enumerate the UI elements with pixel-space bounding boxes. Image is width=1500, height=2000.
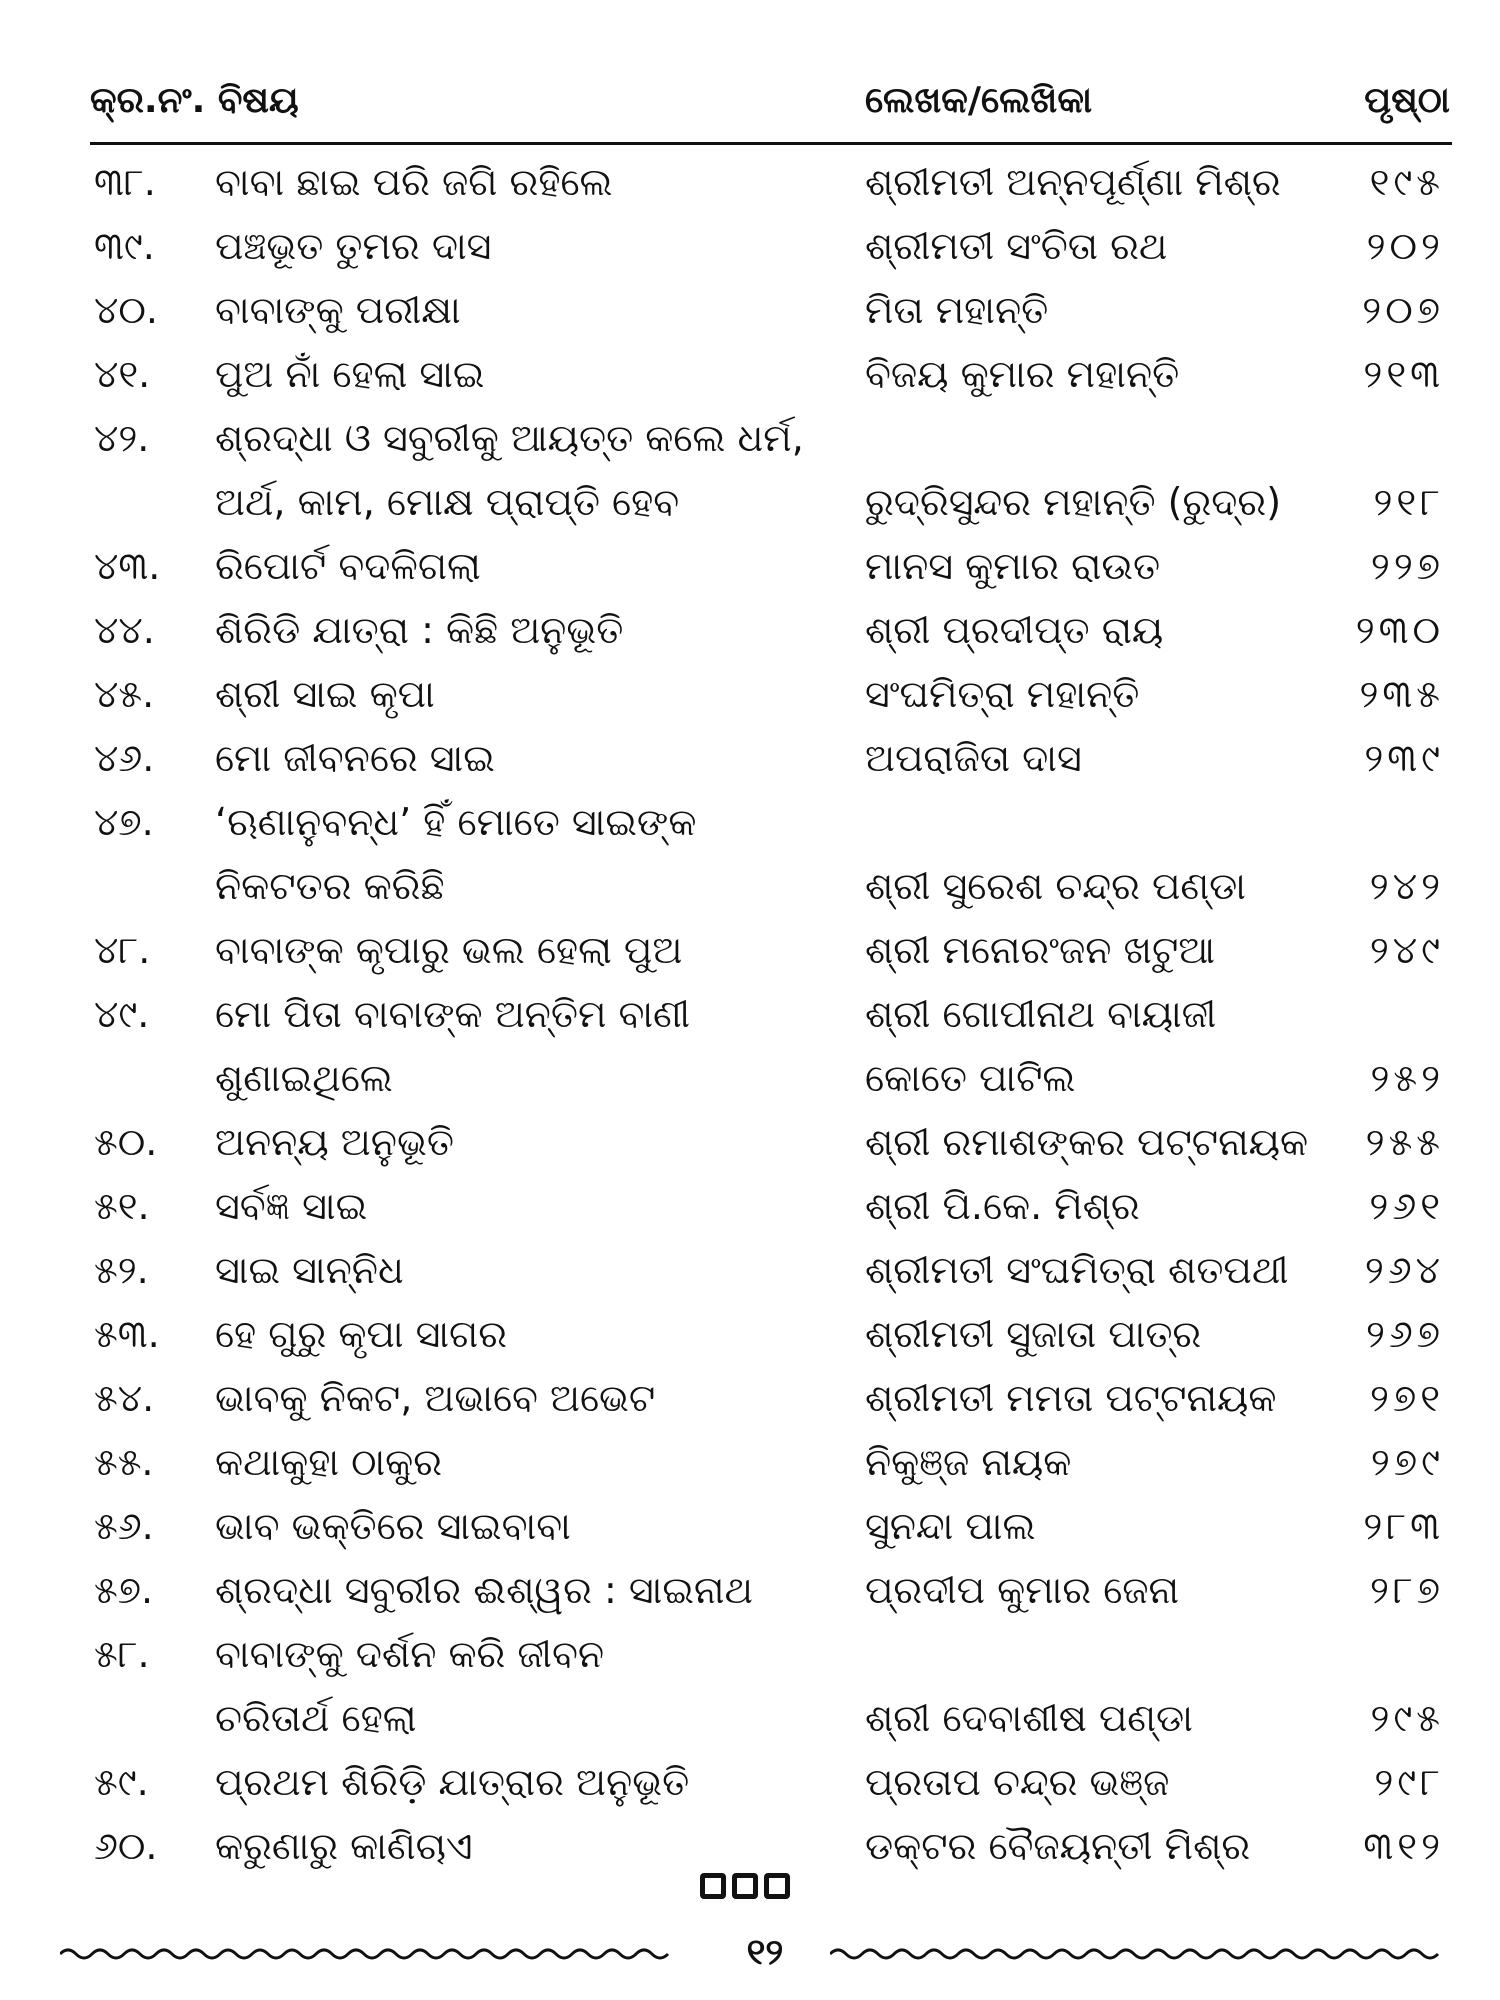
page-number-cell: ୨୦୨ [1366,224,1444,268]
author-name: ଶ୍ରୀମତୀ ସୁଜାତା ପାତ୍ର [865,1312,1202,1356]
article-title: ବାବାଙ୍କ କୃପାରୁ ଭଲ ହେଲା ପୁଅ [215,928,683,972]
author-name: ରୁଦ୍ରିସୁନ୍ଦର ମହାନ୍ତି (ରୁଦ୍ର) [865,480,1282,524]
contents-list [90,150,1450,1878]
table-row [90,918,1450,982]
footer-ornament-right [830,1942,1440,1966]
table-row [90,406,1450,470]
table-row [90,598,1450,662]
table-row [90,1430,1450,1494]
page-number-cell: ୨୬୭ [1365,1312,1444,1356]
header-page: ପୃଷ୍ଠା [1364,80,1450,121]
article-title: ବାବାଙ୍କୁ ଦର୍ଶନ କରି ଜୀବନ [215,1632,605,1676]
header-rule [90,142,1452,145]
author-name: ଶ୍ରୀ ପ୍ରଦୀପ୍ତ ରାୟ [865,608,1164,652]
table-row [90,982,1450,1046]
serial-number: ୩୮. [94,160,156,204]
author-name: ଶ୍ରୀମତୀ ମମତା ପଟ୍ଟନାୟକ [865,1376,1277,1420]
table-header [90,80,1450,140]
serial-number: ୪୪. [94,608,155,652]
article-title: ସାଇ ସାନ୍ନିଧ [215,1248,404,1292]
serial-number: ୪୫. [94,672,155,716]
page-number-cell: ୨୮୩ [1363,1504,1444,1548]
page-number-cell: ୨୯୫ [1370,1696,1444,1740]
article-title: ଭାବ ଭକ୍ତିରେ ସାଇବାବା [215,1504,571,1548]
article-title: ପୁଅ ନାଁ ହେଲା ସାଇ [215,352,485,396]
author-name: ମିତା ମହାନ୍ତି [865,288,1049,332]
article-title: ପଞ୍ଚଭୂତ ତୁମର ଦାସ [215,224,492,268]
serial-number: ୫୮. [94,1632,150,1676]
table-row [90,470,1450,534]
table-row [90,1366,1450,1430]
table-row [90,662,1450,726]
serial-number: ୬୦. [94,1824,158,1868]
article-title: ସର୍ବଜ୍ଞ ସାଇ [215,1184,368,1228]
page-number-cell: ୨୩୦ [1355,608,1444,652]
table-row [90,1494,1450,1558]
serial-number: ୪୨. [94,416,150,460]
end-of-list-mark [700,1873,790,1899]
author-name: ଶ୍ରୀମତୀ ସଂଘମିତ୍ରା ଶତପଥୀ [865,1248,1289,1292]
serial-number: ୪୭. [94,800,154,844]
article-title: ବାବାଙ୍କୁ ପରୀକ୍ଷା [215,288,461,332]
table-row [90,1750,1450,1814]
serial-number: ୫୦. [94,1120,158,1164]
article-title: ନିକଟତର କରିଛି [215,864,445,908]
page-number-cell: ୨୭୯ [1370,1440,1444,1484]
article-title: କଥାକୁହା ଠାକୁର [215,1440,443,1484]
end-mark-box [764,1873,790,1899]
author-name: ଶ୍ରୀମତୀ ସଂଚିତା ରଥ [865,224,1168,268]
serial-number: ୫୫. [94,1440,154,1484]
serial-number: ୫୬. [94,1504,154,1548]
page-number-cell: ୨୪୨ [1369,864,1444,908]
table-row [90,214,1450,278]
serial-number: ୫୪. [94,1376,155,1420]
table-row [90,534,1450,598]
article-title: ବାବା ଛାଇ ପରି ଜଗି ରହିଲେ [215,160,613,204]
article-title: ହେ ଗୁରୁ କୃପା ସାଗର [215,1312,508,1356]
serial-number: ୪୮. [94,928,151,972]
page-number-cell: ୨୫୨ [1370,1056,1444,1100]
author-name: ନିକୁଞ୍ଜ ନାୟକ [865,1440,1072,1484]
author-name: ଶ୍ରୀ ଗୋପୀନାଥ ବାୟାଜୀ [865,992,1217,1036]
table-row [90,278,1450,342]
author-name: ଶ୍ରୀ ଦେବାଶୀଷ ପଣ୍ଡା [865,1696,1193,1740]
article-title: ଶିରିଡି ଯାତ୍ରା : କିଛି ଅନୁଭୂତି [215,608,624,652]
author-name: କୋତେ ପାଟିଲ [865,1056,1076,1100]
page-number-cell: ୨୩୯ [1364,736,1444,780]
article-title: ଶ୍ରଦ୍ଧା ଓ ସବୁରୀକୁ ଆୟତ୍ତ କଲେ ଧର୍ମ, [215,416,804,460]
author-name: ଶ୍ରୀମତୀ ଅନ୍ନପୂର୍ଣ୍ଣା ମିଶ୍ର [865,160,1281,204]
end-mark-box [732,1873,758,1899]
footer-ornament-left [60,1942,680,1966]
author-name: ସୁନନ୍ଦା ପାଲ [865,1504,1036,1548]
author-name: ଅପରାଜିତା ଦାସ [865,736,1082,780]
author-name: ଶ୍ରୀ ରମାଶଙ୍କର ପଟ୍ଟନାୟକ [865,1120,1309,1164]
page-number-cell: ୨୪୯ [1369,928,1444,972]
article-title: କରୁଣାରୁ କାଣିଚାଏ [215,1824,473,1868]
serial-number: ୪୧. [94,352,151,396]
page-footer [60,1932,1440,1982]
serial-number: ୫୯. [94,1760,149,1804]
serial-number: ୪୬. [94,736,155,780]
article-title: ଶ୍ରୀ ସାଇ କୃପା [215,672,435,716]
article-title: ମୋ ଜୀବନରେ ସାଇ [215,736,495,780]
article-title: ଶୁଣାଇଥିଲେ [215,1056,393,1100]
page-number-cell: ୨୮୭ [1369,1568,1444,1612]
page-number-cell: ୧୯୫ [1369,160,1444,204]
author-name: ଶ୍ରୀ ସୁରେଶ ଚନ୍ଦ୍ର ପଣ୍ଡା [865,864,1246,908]
serial-number: ୪୦. [94,288,158,332]
serial-number: ୪୩. [94,544,161,588]
article-title: ରିପୋର୍ଟ ବଦଳିଗଲା [215,544,481,588]
table-row [90,1686,1450,1750]
serial-number: ୫୩. [94,1312,160,1356]
author-name: ଶ୍ରୀ ପି.କେ. ମିଶ୍ର [865,1184,1140,1228]
article-title: ‘ଋଣାନୁବନ୍ଧ’ ହିଁ ମୋତେ ସାଇଙ୍କ [215,800,697,844]
page-number-cell: ୨୬୪ [1364,1248,1444,1292]
table-row [90,790,1450,854]
table-row [90,1046,1450,1110]
page-number-cell: ୨୩୫ [1359,672,1444,716]
end-mark-box [700,1873,726,1899]
author-name: ବିଜୟ କୁମାର ମହାନ୍ତି [865,352,1180,396]
serial-number: ୫୭. [94,1568,154,1612]
serial-number: ୩୯. [94,224,155,268]
author-name: ଶ୍ରୀ ମନୋରଂଜନ ଖଟୁଆ [865,928,1216,972]
table-row [90,1814,1450,1878]
page-number-cell: ୩୧୨ [1363,1824,1444,1868]
table-row [90,854,1450,918]
table-row [90,1174,1450,1238]
author-name: ପ୍ରଦୀପ କୁମାର ଜେନା [865,1568,1180,1612]
page-number-cell: ୨୬୧ [1369,1184,1444,1228]
author-name: ମାନସ କୁମାର ରାଉତ [865,544,1161,588]
page-number-cell: ୨୧୩ [1363,352,1444,396]
author-name: ସଂଘମିତ୍ରା ମହାନ୍ତି [865,672,1140,716]
page-number-cell: ୨୯୮ [1374,1760,1444,1804]
table-row [90,1558,1450,1622]
article-title: ଚରିତାର୍ଥ ହେଲା [215,1696,417,1740]
table-row [90,726,1450,790]
article-title: ପ୍ରଥମ ଶିରିଡ଼ି ଯାତ୍ରାର ଅନୁଭୂତି [215,1760,690,1804]
page-number-cell: ୨୨୭ [1370,544,1444,588]
article-title: ମୋ ପିତା ବାବାଙ୍କ ଅନ୍ତିମ ବାଣୀ [215,992,691,1036]
author-name: ଡକ୍ଟର ବୈଜୟନ୍ତୀ ମିଶ୍ର [865,1824,1251,1868]
article-title: ଶ୍ରଦ୍ଧା ସବୁରୀର ଈଶ୍ୱର : ସାଇନାଥ [215,1568,753,1612]
author-name: ପ୍ରତାପ ଚନ୍ଦ୍ର ଭଞ୍ଜ [865,1760,1170,1804]
page-number-cell: ୨୫୫ [1365,1120,1444,1164]
table-row [90,342,1450,406]
header-serial-subject: କ୍ର.ନଂ. ବିଷୟ [90,80,299,121]
page-number-cell: ୨୭୧ [1370,1376,1444,1420]
article-title: ଅନନ୍ୟ ଅନୁଭୂତି [215,1120,454,1164]
page-number-cell: ୨୧୮ [1373,480,1444,524]
serial-number: ୫୧. [94,1184,150,1228]
serial-number: ୫୨. [94,1248,149,1292]
page-number-cell: ୨୦୭ [1362,288,1444,332]
table-row [90,1302,1450,1366]
table-row [90,1238,1450,1302]
article-title: ଅର୍ଥ, କାମ, ମୋକ୍ଷ ପ୍ରାପ୍ତି ହେବ [215,480,680,524]
article-title: ଭାବକୁ ନିକଟ, ଅଭାବେ ଅଭେଟ [215,1376,656,1420]
serial-number: ୪୯. [94,992,150,1036]
page-number: ୧୨ [746,1932,784,1973]
table-row [90,1110,1450,1174]
table-row [90,150,1450,214]
table-row [90,1622,1450,1686]
header-author: ଲେଖକ/ଲେଖିକା [865,80,1093,121]
